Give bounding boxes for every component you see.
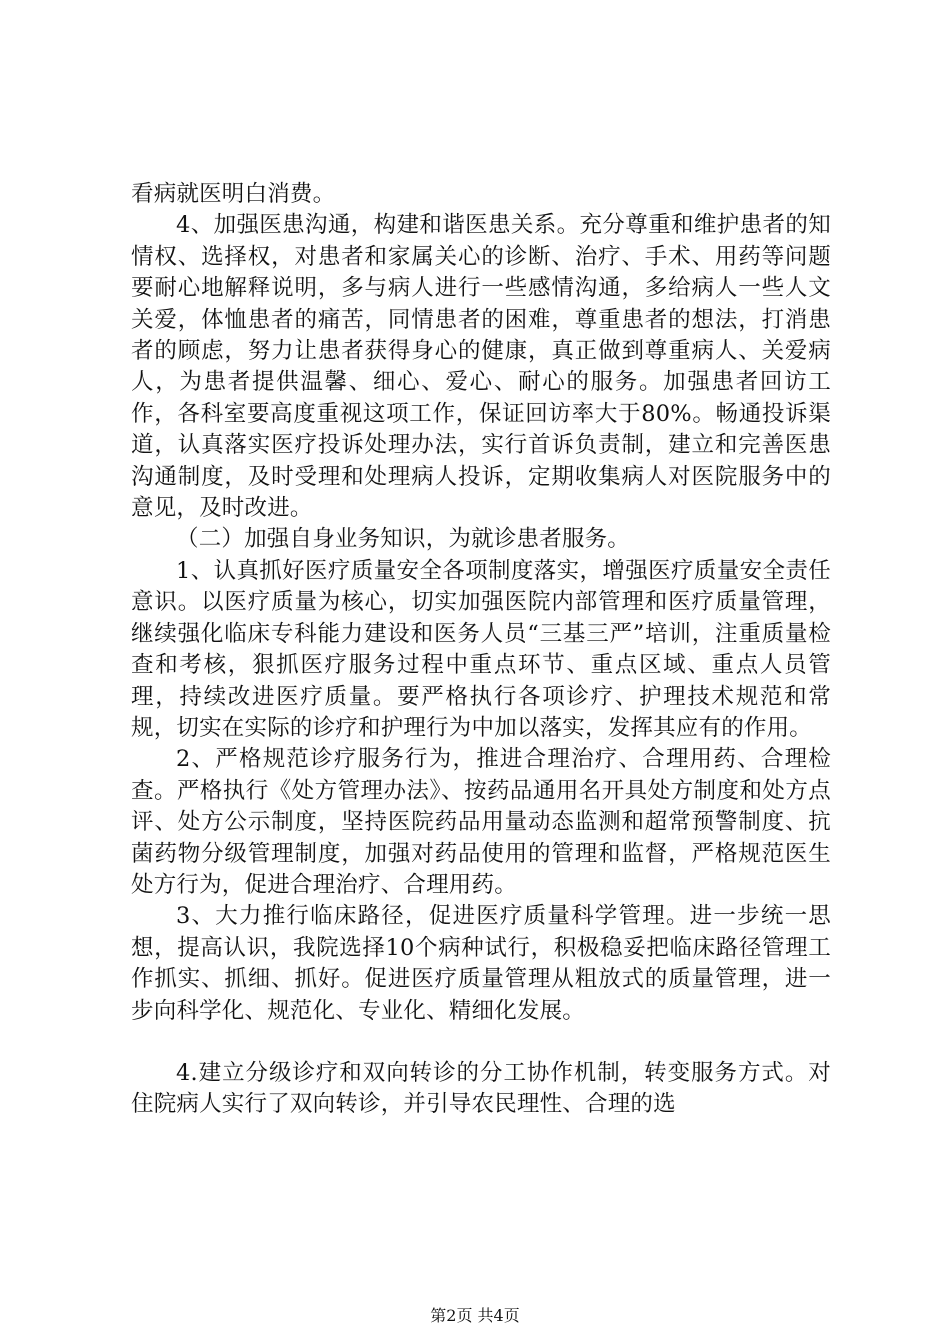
paragraph-item-2-standards: 2、严格规范诊疗服务行为，推进合理治疗、合理用药、合理检查。严格执行《处方管理办法》、按药品通用名开具处方制度和处方点评、处方公示制度，坚持医院药品用量动态监测和超常预警制度、抗菌药物分级管理制度，加强对药品使用的管理和监督，严格规范医生处方行为，促进合理治疗、合理用药。 — [131, 746, 831, 898]
paragraph-item-1-quality: 1、认真抓好医疗质量安全各项制度落实，增强医疗质量安全责任意识。以医疗质量为核心，切实加强医院内部管理和医疗质量管理，继续强化临床专科能力建设和医务人员“三基三严”培训，注重质量检查和考核，狠抓医疗服务过程中重点环节、重点区域、重点人员管理，持续改进医疗质量。要严格执行各项诊疗、护理技术规范和常规，切实在实际的诊疗和护理行为中加以落实，发挥其应有的作用。 — [131, 557, 831, 741]
section-heading-2: （二）加强自身业务知识，为就诊患者服务。 — [176, 526, 631, 553]
paragraph-item-4-communication: 4、加强医患沟通，构建和谐医患关系。充分尊重和维护患者的知情权、选择权，对患者和家属关心的诊断、治疗、手术、用药等问题要耐心地解释说明，多与病人进行一些感情沟通，多给病人一些人文关爱，体恤患者的痛苦，同情患者的困难，尊重患者的想法，打消患者的顾虑，努力让患者获得身心的健康，真正做到尊重病人、关爱病人，为患者提供温馨、细心、爱心、耐心的服务。加强患者回访工作，各科室要高度重视这项工作，保证回访率大于80%。畅通投诉渠道，认真落实医疗投诉处理办法，实行首诉负责制，建立和完善医患沟通制度，及时受理和处理病人投诉，定期收集病人对医院服务中的意见，及时改进。 — [131, 212, 831, 522]
page-footer: 第2页 共4页 — [430, 1306, 520, 1325]
paragraph-item-3-clinical-path: 3、大力推行临床路径，促进医疗质量科学管理。进一步统一思想，提高认识，我院选择10个病种试行，积极稳妥把临床路径管理工作抓实、抓细、抓好。促进医疗质量管理从粗放式的质量管理，进一步向科学化、规范化、专业化、精细化发展。 — [131, 903, 831, 1024]
paragraph-gap — [131, 1027, 831, 1058]
document-body — [131, 179, 831, 1121]
paragraph-continued: 看病就医明白消费。 — [131, 181, 336, 207]
paragraph-item-4-referral: 4.建立分级诊疗和双向转诊的分工协作机制，转变服务方式。对住院病人实行了双向转诊，并引导农民理性、合理的选 — [131, 1059, 831, 1118]
